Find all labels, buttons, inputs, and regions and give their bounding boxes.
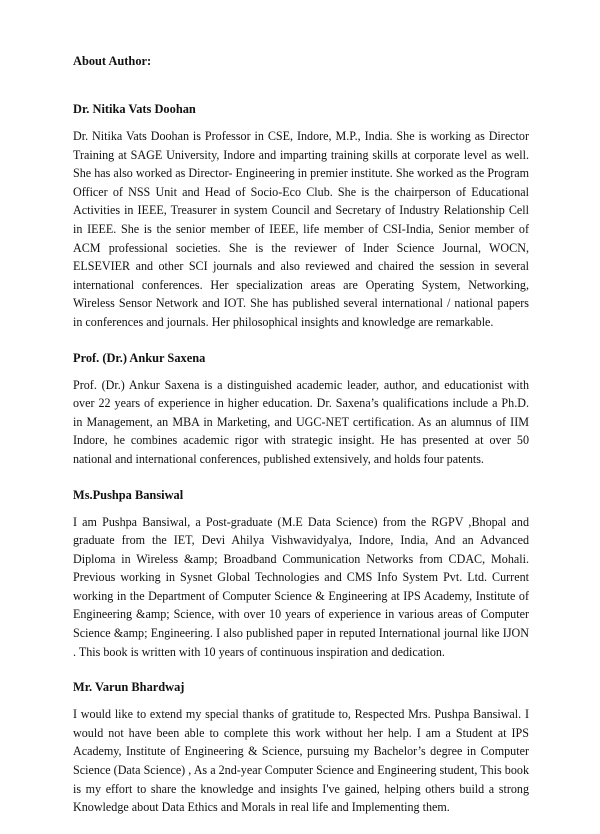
- author-section: [73, 349, 529, 469]
- author-section: [73, 486, 529, 662]
- author-name: Ms.Pushpa Bansiwal: [73, 487, 184, 502]
- author-bio: I am Pushpa Bansiwal, a Post-graduate (M.E Data Science) from the RGPV ,Bhopal and graduate from the IET, Devi Ahilya Vishwavidyalya, Indore, India, And an Advanced Diploma in Wireless &amp; Broadband Communication Networks from CDAC, Mohali. Previous working in Sysnet Global Technologies and CMS Info System Pvt. Ltd. Current working in the Department of Computer Science & Engineering at IPS Academy, Institute of Engineering &amp; Science, with over 10 years of experience in various areas of Computer Science &amp; Engineering. I also published paper in reputed International journal like IJON . This book is written with 10 years of continuous inspiration and dedication.: [73, 514, 529, 659]
- document-page: [73, 52, 529, 834]
- author-section: [73, 100, 529, 332]
- author-bio: I would like to extend my special thanks of gratitude to, Respected Mrs. Pushpa Bansiwal. I would not have been able to complete this work without her help. I am a Student at IPS Academy, Institute of Engineering & Science, pursuing my Bachelor’s degree in Computer Science (Data Science) , As a 2nd-year Computer Science and Engineering student, This book is my effort to share the knowledge and insights I've gained, helping others build a strong Knowledge about Data Ethics and Morals in real life and Implementing them.: [73, 707, 529, 815]
- page-title: About Author:: [73, 54, 152, 68]
- author-section: [73, 678, 529, 817]
- author-bio: Dr. Nitika Vats Doohan is Professor in CSE, Indore, M.P., India. She is working as Director Training at SAGE University, Indore and imparting training skills at corporate level as well. She has also worked as Director- Engineering in premier institute. She worked as the Program Officer of NSS Unit and Head of Socio-Eco Club. She is the chairperson of Educational Activities in IEEE, Treasurer in system Council and Secretary of Industry Relationship Cell in IEEE. She is the senior member of IEEE, life member of CSI-India, Senior member of ACM professional societies. She is the reviewer of Inder Science Journal, WOCN, ELSEVIER and other SCI journals and also reviewed and chaired the session in several international conferences. Her specialization areas are Operating System, Networking, Wireless Sensor Network and IOT. She has published several international / national papers in conferences and journals. Her philosophical insights and knowledge are remarkable.: [73, 129, 529, 329]
- author-bio: Prof. (Dr.) Ankur Saxena is a distinguished academic leader, author, and educationist with over 22 years of experience in higher education. Dr. Saxena’s qualifications include a Ph.D. in Management, an MBA in Marketing, and UGC-NET certification. As an alumnus of IIM Indore, he combines academic rigor with strategic insight. He has presented at over 50 national and international conferences, published extensively, and holds four patents.: [73, 377, 529, 466]
- author-name: Mr. Varun Bhardwaj: [73, 680, 185, 695]
- author-name: Dr. Nitika Vats Doohan: [73, 102, 196, 116]
- author-name: Prof. (Dr.) Ankur Saxena: [73, 350, 206, 365]
